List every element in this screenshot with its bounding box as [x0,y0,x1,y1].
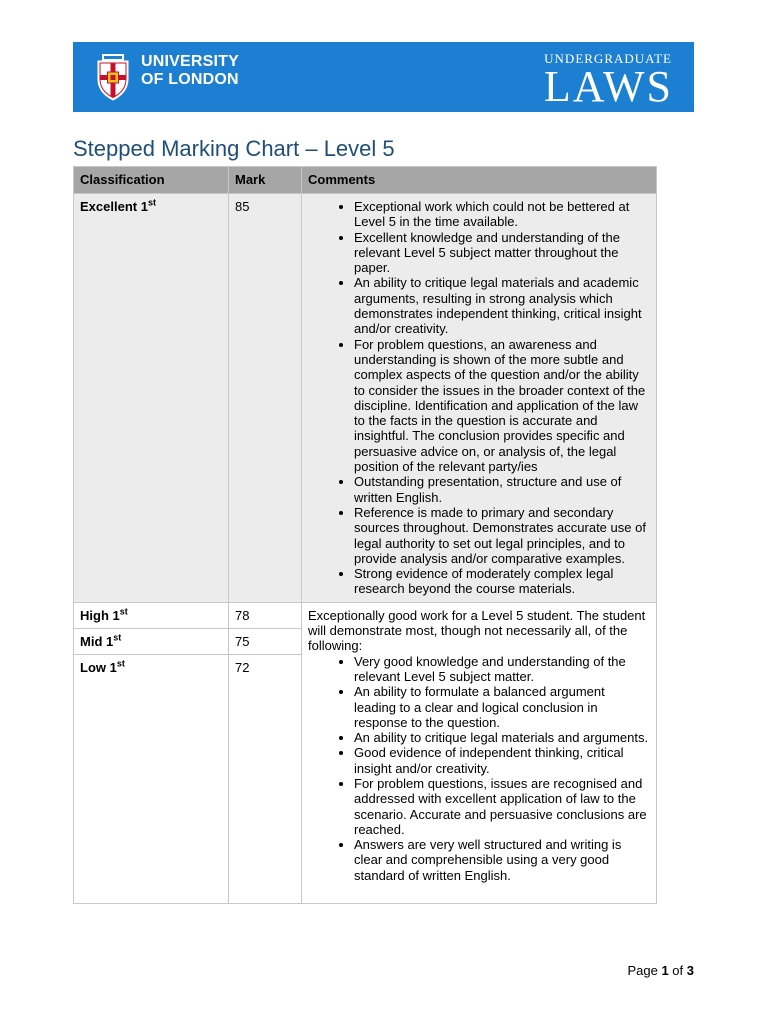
excellent-criteria-list [308,199,650,597]
first-class-criteria-list [308,654,650,883]
list-item: • Answers are very well structured and writing is clear and comprehensible using a very good standard of written English. [354,837,650,883]
table-header-row [74,167,657,194]
list-item: • For problem questions, issues are recognised and addressed with excellent application of law to the scenario. Accurate and persuasive conclusions are reached. [354,776,650,837]
institution-line-1: UNIVERSITY [141,53,240,70]
mark-excellent: 85 [229,194,302,603]
comments-excellent [302,194,657,603]
header-classification: Classification [74,167,229,194]
programme-small-label: UNDERGRADUATE [544,51,672,66]
list-item: • For problem questions, an awareness and understanding is shown of the more subtle and complex aspects of the question and/or the ability to consider the issues in the broader context of the discipline. Identification and application of the law to the facts in the question is accurate and insightful. The conclusion provides specific and persuasive advice on, or analysis of, the legal position of the relevant party/ies [354,337,650,475]
classification-excellent: Excellent 1st [74,194,229,603]
university-crest-icon [95,53,131,101]
list-item: • An ability to critique legal materials and academic arguments, resulting in strong analysis which demonstrates independent thinking, critical insight and/or creativity. [354,275,650,336]
page-title: Stepped Marking Chart – Level 5 [73,136,395,161]
list-item: • Very good knowledge and understanding of the relevant Level 5 subject matter. [354,654,650,685]
programme-large-label: LAWS [543,62,673,111]
list-item: • Excellent knowledge and understanding of the relevant Level 5 subject matter throughout the paper. [354,230,650,276]
marking-chart-table [73,166,657,904]
list-item: • Reference is made to primary and secondary sources throughout. Demonstrates accurate use of legal authority to set out legal principles, and to provide analysis and/or comparative examples. [354,505,650,566]
list-item: • An ability to critique legal materials and arguments. [354,730,650,745]
list-item: • Outstanding presentation, structure and use of written English. [354,474,650,505]
header-comments: Comments [302,167,657,194]
list-item: • Strong evidence of moderately complex legal research beyond the course materials. [354,566,650,597]
classification-mid: Mid 1st [74,629,229,655]
list-item: • Good evidence of independent thinking, critical insight and/or creativity. [354,745,650,776]
classification-high: High 1st [74,602,229,628]
page-number: Page 1 of 3 [627,963,694,978]
table-row-high [74,602,657,628]
header-mark: Mark [229,167,302,194]
mark-low: 72 [229,655,302,904]
first-class-intro: Exceptionally good work for a Level 5 student. The student will demonstrate most, though not necessarily all, of the following: [308,607,646,654]
list-item: • Exceptional work which could not be bettered at Level 5 in the time available. [354,199,650,230]
classification-low: Low 1st [74,655,229,904]
university-wordmark [141,53,239,89]
institution-line-2: OF LONDON [141,71,239,88]
mark-mid: 75 [229,629,302,655]
list-item: • An ability to formulate a balanced argument leading to a clear and logical conclusion in response to the question. [354,684,650,730]
comments-first-class [302,602,657,904]
table-row-excellent [74,194,657,603]
header-banner [73,42,694,112]
mark-high: 78 [229,602,302,628]
